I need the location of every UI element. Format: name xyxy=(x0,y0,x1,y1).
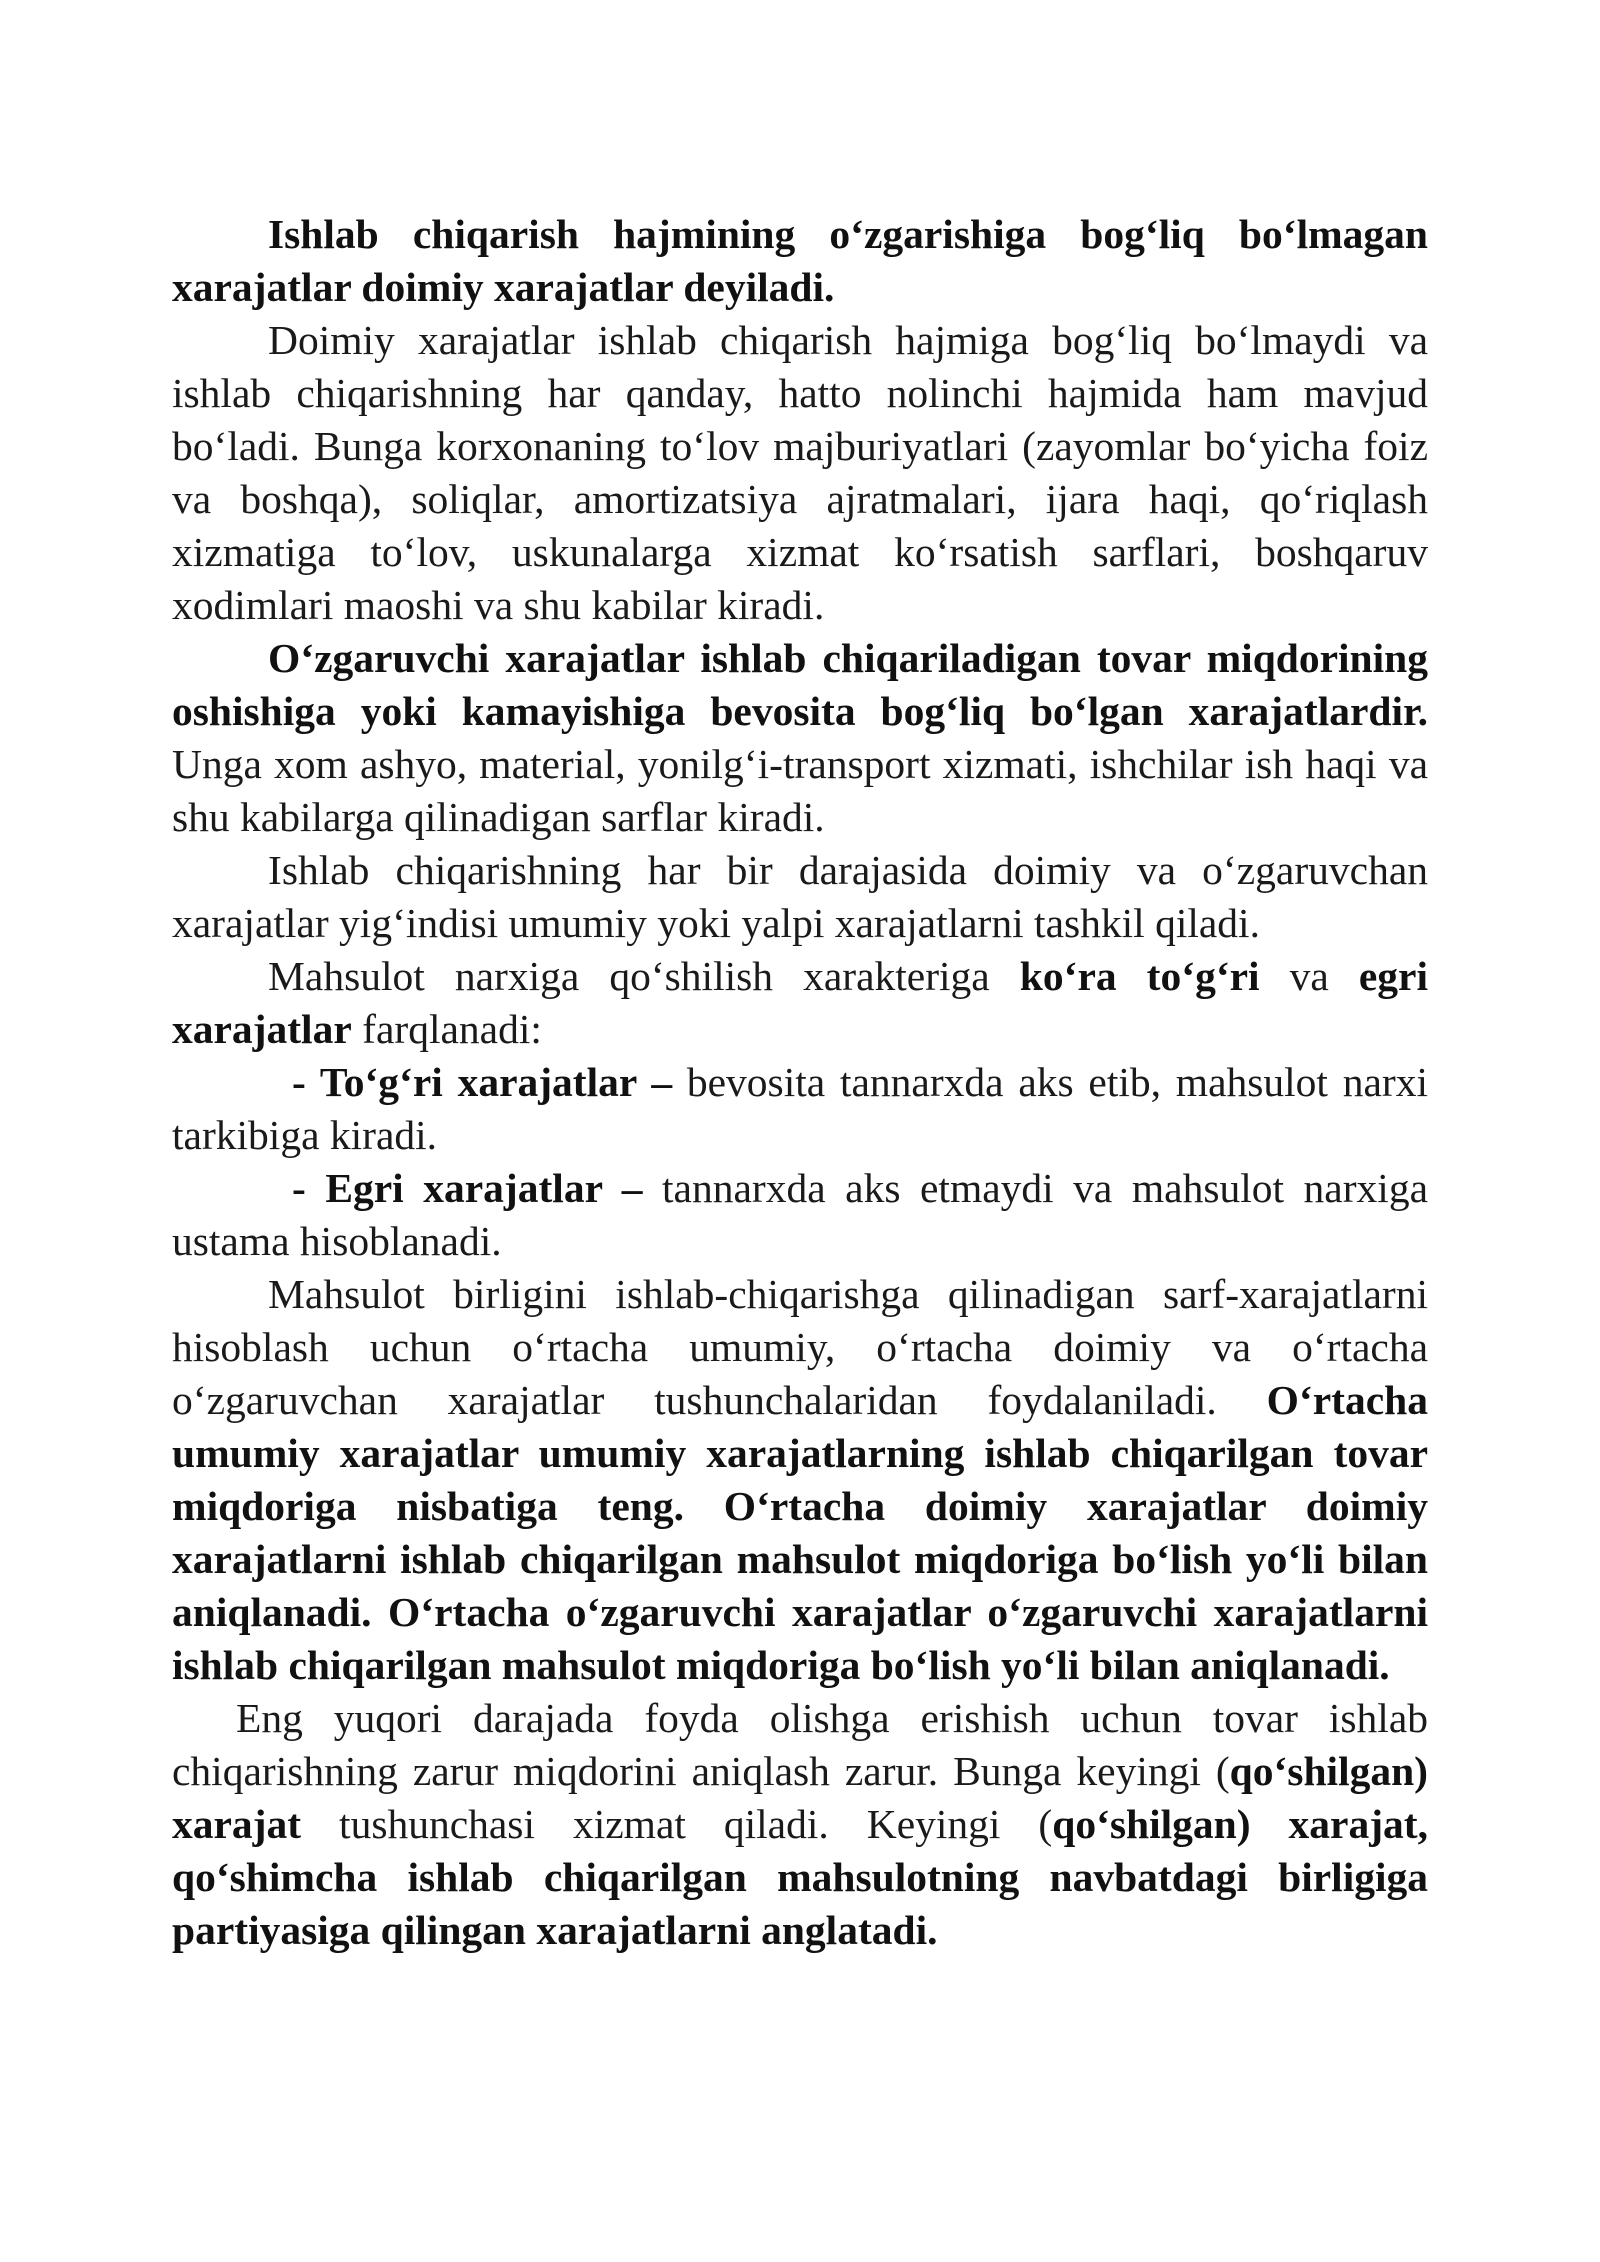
paragraph-total-costs xyxy=(172,844,1428,950)
paragraph-average-costs xyxy=(172,1268,1428,1692)
paragraph-text: Ishlab chiqarishning har bir darajasida doimiy va o‘zgaruvchan xarajatlar yig‘indisi umumiy yoki yalpi xarajatlarni tashkil qiladi. xyxy=(172,847,1428,946)
paragraph-fixed-costs-definition xyxy=(172,208,1428,314)
paragraph-text: bevosita tannarxda aks etib, mahsulot narxi tarkibiga kiradi. xyxy=(172,1059,1428,1158)
paragraph-variable-costs xyxy=(172,632,1428,844)
paragraph-text: tushunchasi xizmat qiladi. Keyingi ( xyxy=(301,1801,1053,1847)
bold-term: qo‘shilgan) xarajat xyxy=(172,1748,1428,1847)
paragraph-text: Eng yuqori darajada foyda olishga erishish uchun tovar ishlab chiqarishning zarur miqdorini aniqlash zarur. Bunga keyingi ( xyxy=(172,1695,1428,1794)
bold-term: - Egri xarajatlar – xyxy=(292,1165,643,1211)
document-page xyxy=(172,208,1428,1957)
paragraph-text: tannarxda aks etmaydi va mahsulot narxiga ustama hisoblanadi. xyxy=(172,1165,1428,1264)
bold-term: - To‘g‘ri xarajatlar – xyxy=(292,1059,673,1105)
list-item-direct-costs xyxy=(172,1056,1428,1162)
paragraph-direct-indirect-intro xyxy=(172,950,1428,1056)
bold-definition: O‘zgaruvchi xarajatlar ishlab chiqariladigan tovar miqdorining oshishiga yoki kamayishiga bevosita bog‘liq bo‘lgan xarajatlardir. xyxy=(172,635,1428,734)
bold-definition: O‘rtacha umumiy xarajatlar umumiy xarajatlarning ishlab chiqarilgan tovar miqdoriga nisbatiga teng. O‘rtacha doimiy xarajatlar doimiy xarajatlarni ishlab chiqarilgan mahsulot miqdoriga bo‘lish yo‘li bilan aniqlanadi. O‘rtacha o‘zgaruvchi xarajatlar o‘zgaruvchi xarajatlarni ishlab chiqarilgan mahsulot miqdoriga bo‘lish yo‘li bilan aniqlanadi. xyxy=(172,1377,1428,1688)
bold-definition: qo‘shilgan) xarajat, qo‘shimcha ishlab chiqarilgan mahsulotning navbatdagi birligiga partiyasiga qilingan xarajatlarni anglatadi. xyxy=(172,1801,1428,1953)
paragraph-text: Doimiy xarajatlar ishlab chiqarish hajmiga bog‘liq bo‘lmaydi va ishlab chiqarishning har qanday, hatto nolinchi hajmida ham mavjud bo‘ladi. Bunga korxonaning to‘lov majburiyatlari (zayomlar bo‘yicha foiz va boshqa), soliqlar, amortizatsiya ajratmalari, ijara haqi, qo‘riqlash xizmatiga to‘lov, uskunalarga xizmat ko‘rsatish sarflari, boshqaruv xodimlari maoshi va shu kabilar kiradi. xyxy=(172,317,1428,628)
bold-definition: Ishlab chiqarish hajmining o‘zgarishiga bog‘liq bo‘lmagan xarajatlar doimiy xarajatlar deyiladi. xyxy=(172,211,1428,310)
paragraph-text: Mahsulot birligini ishlab-chiqarishga qilinadigan sarf-xarajatlarni hisoblash uchun o‘rtacha umumiy, o‘rtacha doimiy va o‘rtacha o‘zgaruvchan xarajatlar tushunchalaridan foydalaniladi. xyxy=(172,1271,1428,1423)
bold-term: ko‘ra to‘g‘ri xyxy=(1019,953,1260,999)
paragraph-fixed-costs-explanation xyxy=(172,314,1428,632)
paragraph-marginal-costs xyxy=(172,1692,1428,1957)
bold-term: egri xarajatlar xyxy=(172,953,1429,1052)
paragraph-text: va xyxy=(1259,953,1359,999)
list-item-indirect-costs xyxy=(172,1162,1428,1268)
paragraph-text: Mahsulot narxiga qo‘shilish xarakteriga xyxy=(268,953,1020,999)
paragraph-text: farqlanadi: xyxy=(351,1006,542,1052)
paragraph-text: Unga xom ashyo, material, yonilg‘i-transport xizmati, ishchilar ish haqi va shu kabilarga qilinadigan sarflar kiradi. xyxy=(172,741,1428,840)
